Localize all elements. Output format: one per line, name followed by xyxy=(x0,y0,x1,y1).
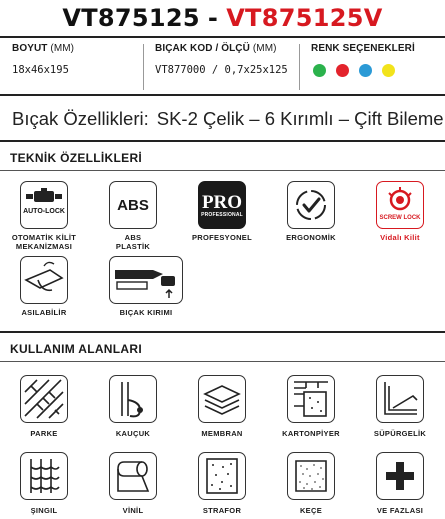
styrofoam-label: STRAFOR xyxy=(202,506,242,515)
divider xyxy=(0,331,445,333)
abs-icon xyxy=(109,181,157,229)
abs-label xyxy=(93,233,173,251)
abs-label-1: ABS xyxy=(124,233,142,242)
vertical-divider xyxy=(143,44,144,90)
color-swatch-green[interactable] xyxy=(313,64,326,77)
spec-row xyxy=(0,43,445,90)
usage-title: KULLANIM ALANLARI xyxy=(10,342,142,356)
pro-text: PRO xyxy=(201,191,243,213)
abs-text: ABS xyxy=(117,196,149,214)
plus-icon xyxy=(376,452,424,500)
blade-label: BIÇAK KOD / ÖLÇÜ xyxy=(155,43,250,54)
size-label: BOYUT xyxy=(12,43,48,54)
shingle-label: ŞINGIL xyxy=(30,506,58,515)
divider xyxy=(0,94,445,96)
blade-snap-label: BIÇAK KIRIMI xyxy=(119,308,173,317)
product-code: VT875125 xyxy=(62,4,200,32)
felt-icon xyxy=(287,452,335,500)
replaceable-blade-icon xyxy=(20,256,68,304)
skirting-icon xyxy=(376,375,424,423)
auto-lock-label xyxy=(4,233,84,251)
divider xyxy=(0,361,445,362)
size-spec xyxy=(12,43,74,76)
membrane-icon xyxy=(198,375,246,423)
size-value: 18x46x195 xyxy=(12,64,69,76)
professional-icon xyxy=(198,181,246,229)
blade-unit: (MM) xyxy=(252,43,277,54)
size-unit: (MM) xyxy=(50,43,75,54)
auto-lock-label-2: MEKANİZMASI xyxy=(15,242,73,251)
divider xyxy=(0,36,445,38)
svg-text:SCREW LOCK: SCREW LOCK xyxy=(379,215,421,221)
divider xyxy=(0,170,445,171)
blade-features-value: SK-2 Çelik – 6 Kırımlı – Çift Bileme xyxy=(156,108,444,129)
replaceable-blade-label: ASILABİLİR xyxy=(21,308,67,317)
abs-label-2: PLASTİK xyxy=(115,242,151,251)
color-swatch-yellow[interactable] xyxy=(382,64,395,77)
divider xyxy=(0,140,445,142)
shingle-icon xyxy=(20,452,68,500)
rubber-icon xyxy=(109,375,157,423)
color-swatches xyxy=(313,64,415,77)
color-options xyxy=(311,43,415,77)
vinyl-icon xyxy=(109,452,157,500)
screw-lock-icon xyxy=(376,181,424,229)
product-code-variant: VT875125V xyxy=(226,4,383,32)
color-swatch-blue[interactable] xyxy=(359,64,372,77)
membrane-label: MEMBRAN xyxy=(201,429,243,438)
ergonomic-icon xyxy=(287,181,335,229)
plus-label: VE FAZLASI xyxy=(376,506,424,515)
felt-label: KEÇE xyxy=(299,506,323,515)
ergonomic-label: ERGONOMİK xyxy=(286,233,336,242)
technical-title: TEKNİK ÖZELLİKLERİ xyxy=(10,151,143,165)
auto-lock-label-1: OTOMATİK KİLİT xyxy=(11,233,77,242)
title-separator: - xyxy=(207,4,219,32)
plasterboard-icon xyxy=(287,375,335,423)
parquet-icon xyxy=(20,375,68,423)
vertical-divider xyxy=(299,44,300,90)
pro-subtext: PROFESSIONAL xyxy=(201,211,243,218)
blade-features xyxy=(12,108,444,130)
skirting-label: SÜPÜRGELİK xyxy=(373,429,427,438)
svg-text:AUTO-LOCK: AUTO-LOCK xyxy=(23,208,65,215)
color-swatch-red[interactable] xyxy=(336,64,349,77)
rubber-label: KAUÇUK xyxy=(115,429,151,438)
vinyl-label: VİNİL xyxy=(122,506,144,515)
blade-value: VT877000 / 0,7x25x125 xyxy=(155,64,288,76)
product-title xyxy=(0,0,445,36)
styrofoam-icon xyxy=(198,452,246,500)
professional-label: PROFESYONEL xyxy=(192,233,252,242)
blade-spec xyxy=(155,43,288,76)
plasterboard-label: KARTONPİYER xyxy=(282,429,340,438)
blade-features-label: Bıçak Özellikleri: xyxy=(12,108,149,129)
screw-lock-label: Vidalı Kilit xyxy=(380,233,420,242)
blade-snap-icon xyxy=(109,256,183,304)
color-options-label: RENK SEÇENEKLERİ xyxy=(311,43,415,54)
parquet-label: PARKE xyxy=(30,429,58,438)
auto-lock-icon xyxy=(20,181,68,229)
